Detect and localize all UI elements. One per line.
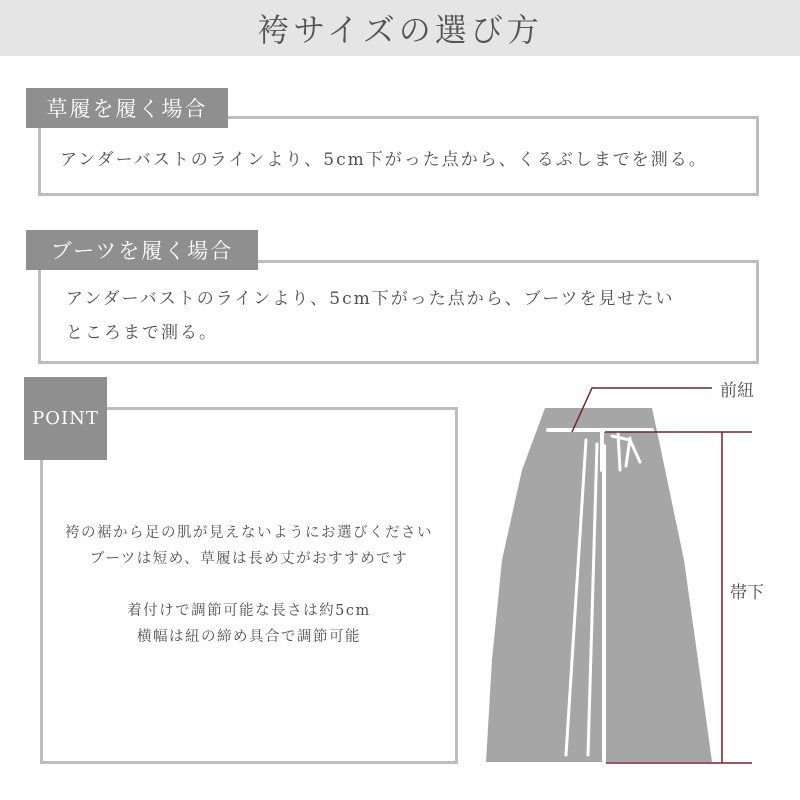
hakama-silhouette	[486, 408, 712, 762]
boots-text-line-2: ところまで測る。	[66, 323, 218, 343]
front-tie-label: 前紐	[720, 381, 754, 401]
point-line-4: 横幅は紐の締め具合で調節可能	[137, 629, 361, 645]
point-line-2: ブーツは短め、草履は長め丈がおすすめです	[89, 551, 409, 567]
point-line-1: 袴の裾から足の肌が見えないようにお選びください	[65, 525, 433, 541]
zori-label: 草履を履く場合	[26, 88, 228, 128]
boots-label: ブーツを履く場合	[26, 230, 258, 270]
zori-text-line: アンダーバストのラインより、5cm下がった点から、くるぶしまでを測る。	[60, 150, 708, 170]
point-label: POINT	[24, 377, 107, 460]
boots-text	[66, 282, 675, 350]
title-bar	[0, 0, 800, 56]
point-text	[40, 520, 458, 650]
length-label: 帯下	[730, 583, 764, 603]
point-spacer	[40, 572, 458, 598]
boots-text-line-1: アンダーバストのラインより、5cm下がった点から、ブーツを見せたい	[66, 289, 675, 309]
zori-text	[60, 143, 708, 177]
point-line-3: 着付けで調節可能な長さは約5cm	[127, 603, 371, 619]
page-title: 袴サイズの選び方	[257, 11, 543, 49]
